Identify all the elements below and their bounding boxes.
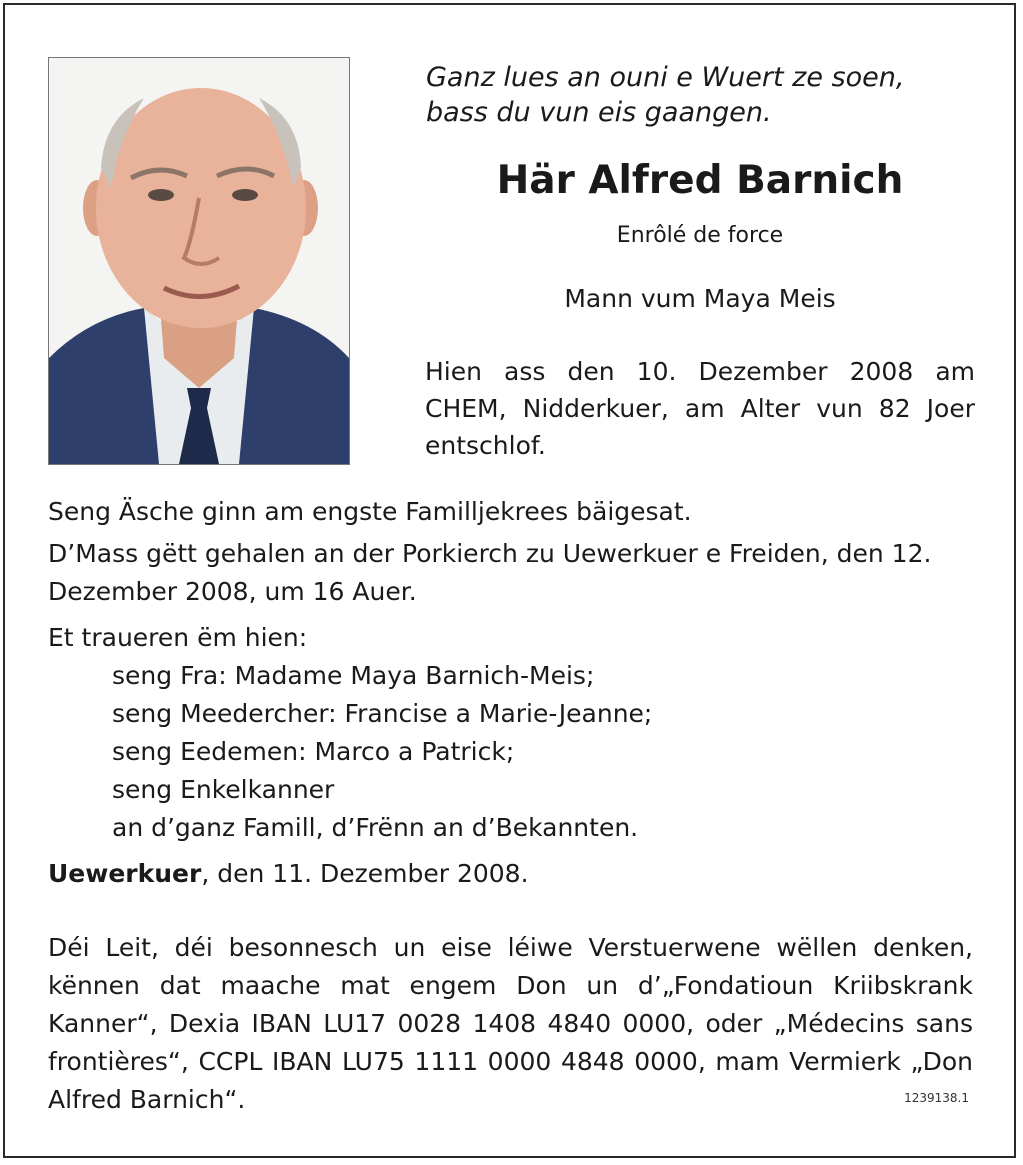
deceased-name: Här Alfred Barnich — [496, 158, 904, 203]
place-date-line — [48, 855, 973, 893]
mourner-item: seng Enkelkanner — [112, 775, 335, 804]
notice-date: , den 11. Dezember 2008. — [201, 859, 529, 888]
spouse-line: Mann vum Maya Meis — [564, 284, 836, 313]
mourner-item: seng Fra: Madame Maya Barnich-Meis; — [112, 661, 595, 690]
mourner-item: an d’ganz Famill, d’Frënn an d’Bekannten. — [112, 813, 639, 842]
place-name: Uewerkuer — [48, 859, 202, 888]
mourner-item: seng Meedercher: Francise a Marie-Jeanne; — [112, 699, 653, 728]
reference-number: 1239138.1 — [904, 1091, 969, 1105]
memorial-quote — [426, 60, 986, 130]
notice-body — [48, 493, 973, 893]
portrait-icon — [49, 58, 349, 464]
mourners-intro: Et traueren ëm hien: — [48, 623, 308, 652]
quote-line-1: Ganz lues an ouni e Wuert ze soen, — [426, 62, 905, 93]
mourner-item: seng Eedemen: Marco a Patrick; — [112, 737, 515, 766]
ashes-text: Seng Äsche ginn am engste Familljekrees bäigesat. — [48, 497, 692, 526]
deceased-subtitle: Enrôlé de force — [616, 223, 784, 248]
mourners-list — [112, 657, 973, 847]
portrait-photo — [48, 57, 350, 465]
death-announcement: Hien ass den 10. Dezember 2008 am CHEM, Nidderkuer, am Alter vun 82 Joer entschlof. — [425, 357, 975, 460]
mass-text: D’Mass gëtt gehalen an der Porkierch zu Uewerkuer e Freiden, den 12. Dezember 2008, um 16 Auer. — [48, 539, 932, 606]
quote-line-2: bass du vun eis gaangen. — [426, 97, 772, 128]
donation-text: Déi Leit, déi besonnesch un eise léiwe Verstuerwene wëllen denken, kënnen dat maache mat engem Don un d’„Fondatioun Kriibskrank Kanner“, Dexia IBAN LU17 0028 1408 4840 0000, oder „Médecins sans frontières“, CCPL IBAN LU75 1111 0000 4848 0000, mam Vermierk „Don Alfred Barnich“. — [48, 933, 973, 1114]
